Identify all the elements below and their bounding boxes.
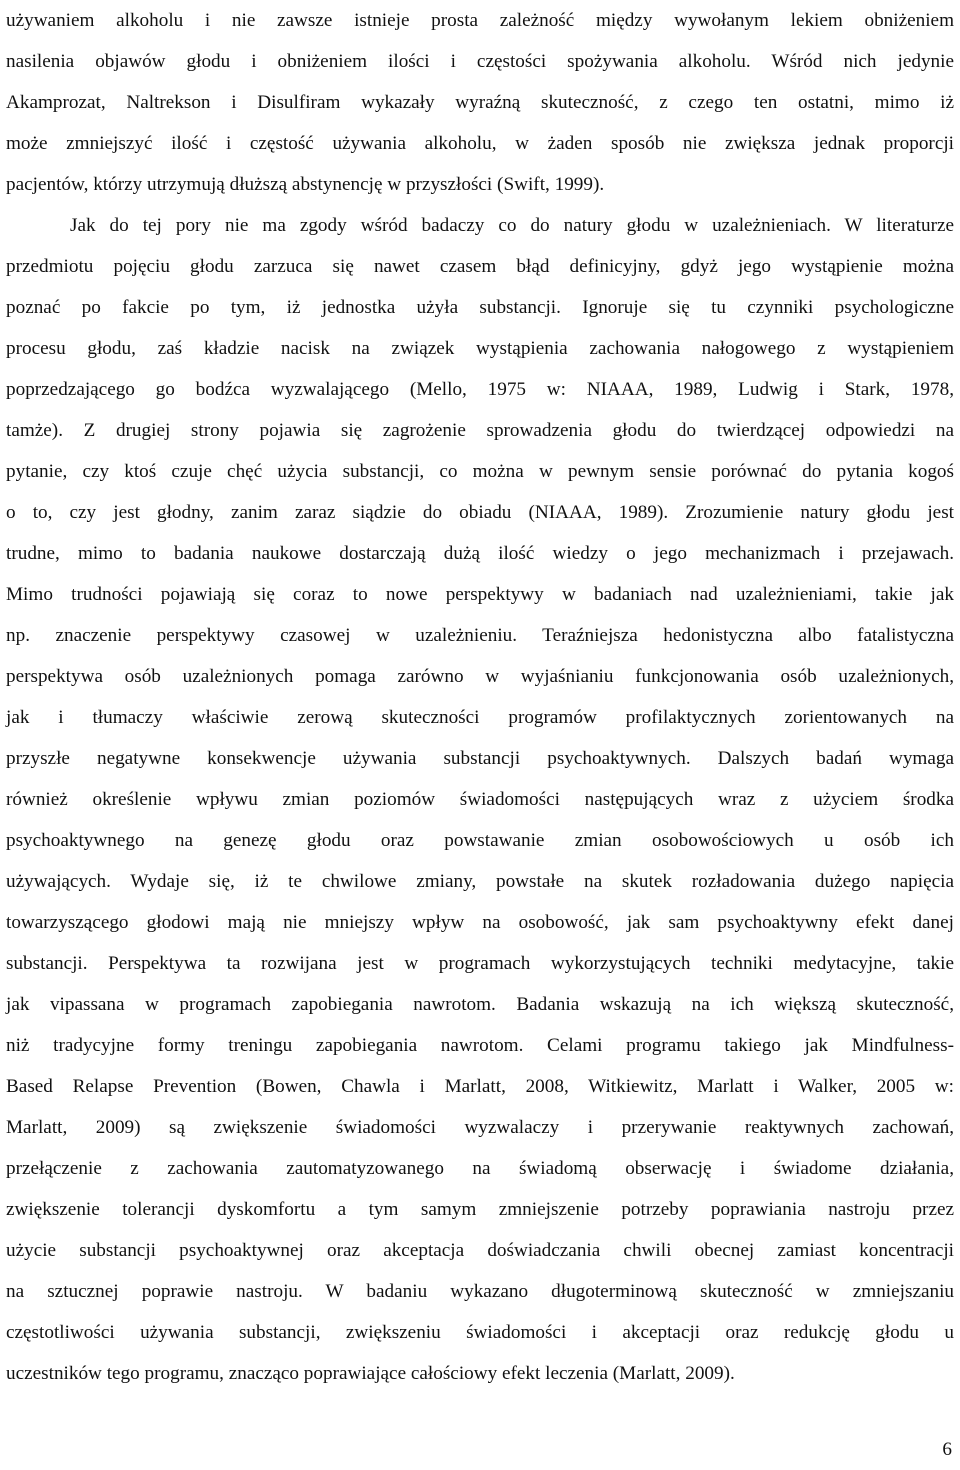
text-line: używających. Wydaje się, iż te chwilowe zmiany, powstałe na skutek rozładowania dużego napięcia [6, 871, 954, 892]
text-line: Akamprozat, Naltrekson i Disulfiram wykazały wyraźną skuteczność, z czego ten ostatni, mimo iż [6, 92, 954, 113]
text-line: również określenie wpływu zmian poziomów świadomości następujących wraz z użyciem środka [6, 789, 954, 810]
text-line: substancji. Perspektywa ta rozwijana jest w programach wykorzystujących techniki medytacyjne, takie [6, 953, 954, 974]
text-line: poprzedzającego go bodźca wyzwalającego (Mello, 1975 w: NIAAA, 1989, Ludwig i Stark, 1978, [6, 379, 954, 400]
text-line: Based Relapse Prevention (Bowen, Chawla i Marlatt, 2008, Witkiewitz, Marlatt i Walker, 2005 w: [6, 1076, 954, 1097]
text-line: może zmniejszyć ilość i częstość używania alkoholu, w żaden sposób nie zwiększa jednak proporcji [6, 133, 954, 154]
text-line: jak vipassana w programach zapobiegania nawrotom. Badania wskazują na ich większą skuteczność, [6, 994, 954, 1015]
page-number: 6 [942, 1439, 952, 1460]
text-line: o to, czy jest głodny, zanim zaraz siądzie do obiadu (NIAAA, 1989). Zrozumienie natury głodu jest [6, 502, 954, 523]
text-line: niż tradycyjne formy treningu zapobiegania nawrotom. Celami programu takiego jak Mindfulness- [6, 1035, 954, 1056]
text-line: tamże). Z drugiej strony pojawia się zagrożenie sprowadzenia głodu do twierdzącej odpowiedzi na [6, 420, 954, 441]
text-line: trudne, mimo to badania naukowe dostarczają dużą ilość wiedzy o jego mechanizmach i przejawach. [6, 543, 954, 564]
text-line: nasilenia objawów głodu i obniżeniem ilości i częstości spożywania alkoholu. Wśród nich jedynie [6, 51, 954, 72]
text-line: towarzyszącego głodowi mają nie mniejszy wpływ na osobowość, jak sam psychoaktywny efekt danej [6, 912, 954, 933]
paragraph-first-line: Jak do tej pory nie ma zgody wśród badaczy co do natury głodu w uzależnieniach. W literaturze [70, 215, 954, 236]
text-line: przyszłe negatywne konsekwencje używania substancji psychoaktywnych. Dalszych badań wymaga [6, 748, 954, 769]
text-line: przełączenie z zachowania zautomatyzowanego na świadomą obserwację i świadome działania, [6, 1158, 954, 1179]
text-line: procesu głodu, zaś kładzie nacisk na związek wystąpienia zachowania nałogowego z wystąpieniem [6, 338, 954, 359]
text-line: uczestników tego programu, znacząco poprawiające całościowy efekt leczenia (Marlatt, 2009). [6, 1363, 735, 1384]
text-line: Marlatt, 2009) są zwiększenie świadomości wyzwalaczy i przerywanie reaktywnych zachowań, [6, 1117, 954, 1138]
text-line: psychoaktywnego na genezę głodu oraz powstawanie zmian osobowościowych u osób ich [6, 830, 954, 851]
text-line: częstotliwości używania substancji, zwiększeniu świadomości i akceptacji oraz redukcję głodu u [6, 1322, 954, 1343]
text-line: jak i tłumaczy właściwie zerową skuteczności programów profilaktycznych zorientowanych na [6, 707, 954, 728]
text-line: Mimo trudności pojawiają się coraz to nowe perspektywy w badaniach nad uzależnieniami, takie jak [6, 584, 954, 605]
text-line: np. znaczenie perspektywy czasowej w uzależnieniu. Teraźniejsza hedonistyczna albo fatalistyczna [6, 625, 954, 646]
text-line: pacjentów, którzy utrzymują dłuższą abstynencję w przyszłości (Swift, 1999). [6, 174, 605, 195]
text-line: perspektywa osób uzależnionych pomaga zarówno w wyjaśnianiu funkcjonowania osób uzależnionych, [6, 666, 954, 687]
text-line: przedmiotu pojęciu głodu zarzuca się nawet czasem błąd definicyjny, gdyż jego wystąpienie można [6, 256, 954, 277]
text-line: używaniem alkoholu i nie zawsze istnieje prosta zależność między wywołanym lekiem obniżeniem [6, 10, 954, 31]
body-text [6, 0, 954, 1394]
text-line: pytanie, czy ktoś czuje chęć użycia substancji, co można w pewnym sensie porównać do pytania kogoś [6, 461, 954, 482]
text-line: na sztucznej poprawie nastroju. W badaniu wykazano długoterminową skuteczność w zmniejszaniu [6, 1281, 954, 1302]
text-line: poznać po fakcie po tym, iż jednostka użyła substancji. Ignoruje się tu czynniki psychologiczne [6, 297, 954, 318]
text-line: użycie substancji psychoaktywnej oraz akceptacja doświadczania chwili obecnej zamiast koncentracji [6, 1240, 954, 1261]
text-line: zwiększenie tolerancji dyskomfortu a tym samym zmniejszenie potrzeby poprawiania nastroju przez [6, 1199, 954, 1220]
